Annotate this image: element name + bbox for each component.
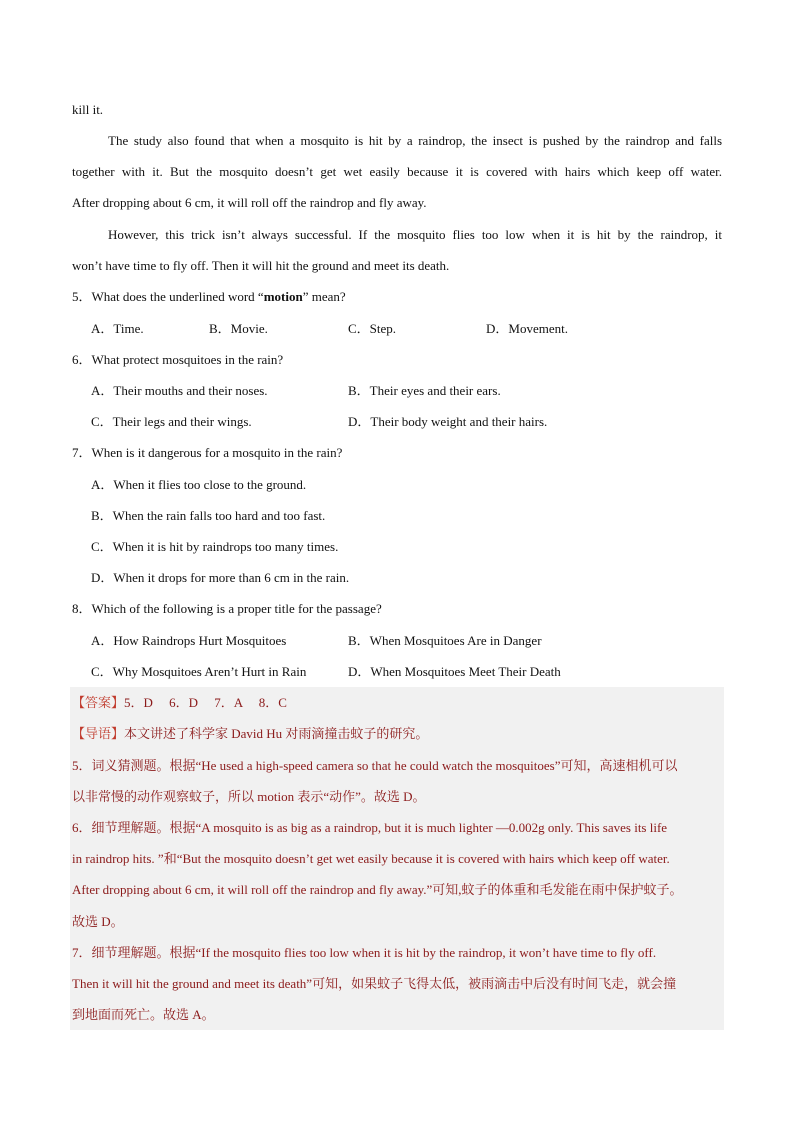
answer-label: 【答案】	[72, 695, 125, 710]
guide-line	[72, 724, 722, 744]
explanation-7-line: Then it will hit the ground and meet its death”可知，如果蚊子飞得太低，被雨滴击中后没有时间飞走，就会撞	[72, 976, 677, 991]
explanation-7-line: 到地面而死亡。故选 A。	[72, 1007, 215, 1022]
explanation-5-line: 以非常慢的动作观察蚊子，所以 motion 表示“动作”。故选 D。	[72, 789, 426, 804]
explanation-6-line: After dropping about 6 cm, it will roll off the raindrop and fly away.”可知,蚊子的体重和毛发能在雨中保护蚊子。	[72, 882, 683, 897]
q8-option-a: A．How Raindrops Hurt Mosquitoes	[91, 633, 287, 648]
q6-option-c: C．Their legs and their wings.	[91, 414, 252, 429]
guide-label: 【导语】	[72, 726, 125, 741]
explanation-7-line: 7．细节理解题。根据“If the mosquito flies too low when it is hit by the raindrop, it won’t have time to fly off.	[72, 945, 657, 960]
q6-option-a: A．Their mouths and their noses.	[91, 383, 268, 398]
explanation-6-line: 6．细节理解题。根据“A mosquito is as big as a raindrop, but it is much lighter —0.002g only. This saves its life	[72, 820, 668, 835]
explanation-5-line: 5．词义猜测题。根据“He used a high-speed camera so that he could watch the mosquitoes”可知，高速相机可以	[72, 758, 678, 773]
q7-option-c: C．When it is hit by raindrops too many times.	[91, 539, 339, 554]
explanation-6-line: in raindrop hits. ”和“But the mosquito doesn’t get wet easily because it is covered with hairs which keep off water.	[72, 851, 670, 866]
passage-line: kill it.	[72, 102, 104, 117]
passage-line: won’t have time to fly off. Then it will hit the ground and meet its death.	[72, 258, 450, 273]
q6-option-b: B．Their eyes and their ears.	[348, 383, 501, 398]
passage-line: The study also found that when a mosquito is hit by a raindrop, the insect is pushed by the raindrop and falls	[108, 133, 722, 148]
answer-line	[72, 693, 722, 713]
underlined-word: motion	[263, 289, 303, 304]
answer-text: 5．D 6．D 7．A 8．C	[124, 695, 287, 710]
q5-option-c: C．Step.	[348, 321, 397, 336]
q7-option-b: B．When the rain falls too hard and too fast.	[91, 508, 326, 523]
question-8-stem: 8．Which of the following is a proper title for the passage?	[72, 601, 382, 616]
q7-option-a: A．When it flies too close to the ground.	[91, 477, 307, 492]
q8-option-b: B．When Mosquitoes Are in Danger	[348, 633, 542, 648]
q5-option-a: A．Time.	[91, 321, 144, 336]
question-6-stem: 6．What protect mosquitoes in the rain?	[72, 352, 284, 367]
guide-text: 本文讲述了科学家 David Hu 对雨滴撞击蚊子的研究。	[124, 726, 429, 741]
question-5-stem: 5．What does the underlined word “motion” mean?	[72, 289, 346, 304]
q5-option-b: B．Movie.	[209, 321, 268, 336]
passage-line: After dropping about 6 cm, it will roll off the raindrop and fly away.	[72, 195, 427, 210]
q8-option-d: D．When Mosquitoes Meet Their Death	[348, 664, 561, 679]
q7-option-d: D．When it drops for more than 6 cm in the rain.	[91, 570, 350, 585]
question-7-stem: 7．When is it dangerous for a mosquito in the rain?	[72, 445, 343, 460]
passage-line: However, this trick isn’t always successful. If the mosquito flies too low when it is hit by the raindrop, it	[108, 227, 722, 242]
q6-option-d: D．Their body weight and their hairs.	[348, 414, 548, 429]
explanation-6-line: 故选 D。	[72, 914, 124, 929]
q8-option-c: C．Why Mosquitoes Aren’t Hurt in Rain	[91, 664, 307, 679]
q5-option-d: D．Movement.	[486, 321, 568, 336]
passage-line: together with it. But the mosquito doesn’t get wet easily because it is covered with hairs which keep off water.	[72, 164, 722, 179]
